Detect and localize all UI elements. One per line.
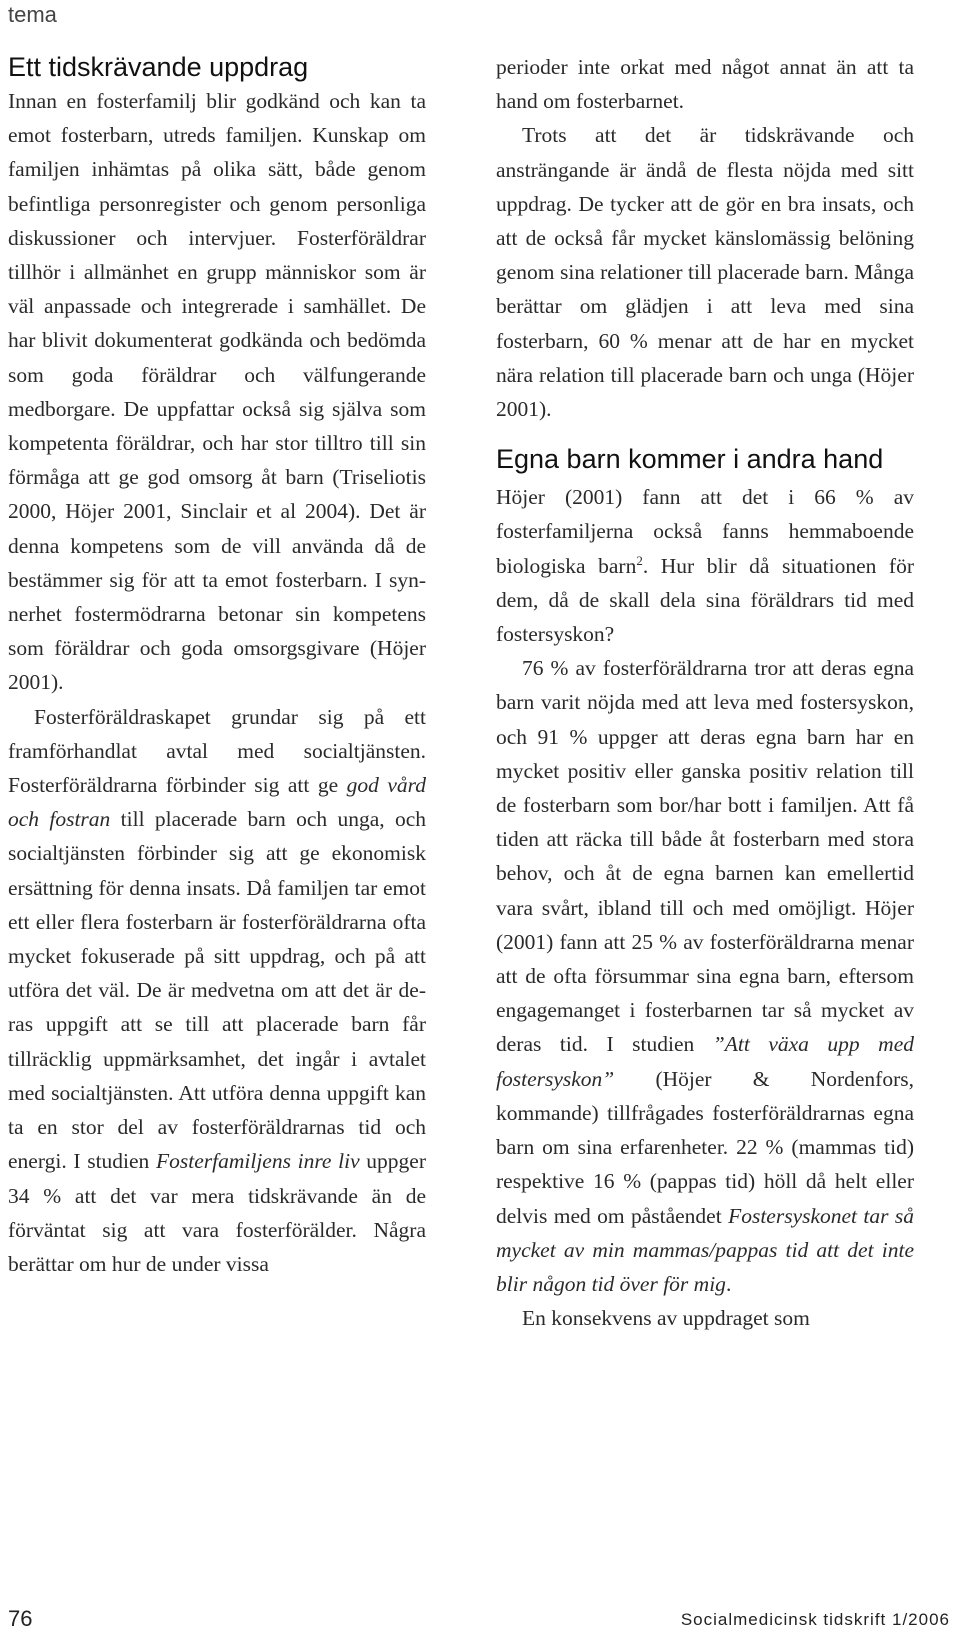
text-run: Fosterföräldraskapet grundar sig på ett framförhandlat avtal med socialtjänsten. Fosterföräldrarna förbinder sig att ge [8,704,426,798]
text-run: . [725,1271,732,1296]
section-tag: tema [8,2,57,27]
text-run: uppger 34 % att det var mera tidskrävande än de förväntat sig att vara fosterförälder. Några berättar om hur de under vissa [8,1149,426,1276]
paragraph-family-assessment: Innan en fosterfamilj blir godkänd och kan ta emot fosterbarn, utreds familjen. Kunskap om familjen inhämtas på olika sätt, både genom befintliga personregister och genom personliga diskussioner och intervjuer. Fosterföräldrar tillhör i allmänhet en grupp människor som är väl anpassade och integrerade i samhället. De har blivit dokumenterat godkända och bedömda som goda föräldrar och välfungerande medborgare. De uppfattar också sig själva som kompetenta föräldrar, och har stor tilltro till sin förmåga att ge god omsorg åt barn (Triseliotis 2000, Höjer 2001, Sinclair et al 2004). Det är denna kompetens som de vill använda då de bestämmer sig för att ta emot fosterbarn. I synnerhet fostermödrarna betonar sin kompetens som föräldrar och goda omsorgsgivare (Höjer 2001). [8,89,426,695]
journal-footer: Socialmedicinsk tidskrift 1/2006 [680,1610,950,1629]
left-column [8,50,426,1281]
section-heading-time-consuming-task: Ett tidskrävande uppdrag [8,52,309,82]
page-number: 76 [8,1606,33,1631]
text-run: 76 % av fosterföräldrarna tror att deras egna barn varit nöjda med att leva med fostersyskon, och 91 % uppger att deras egna barn har en mycket positiv eller ganska positiv relation till de fosterbarn som bor/har bott i familjen. Att få tiden att räcka till både åt fosterbarn med stora behov, och åt de egna barnen kan emellertid vara svårt, ibland till och med omöjligt. Höjer (2001) fann att 25 % av fosterföräldrarna menar att de ofta försummar sina egna barn, eftersom engagemanget i fosterbarnen tar så mycket av deras tid. I studien [496,656,914,1057]
section-heading-own-children: Egna barn kommer i andra hand [496,444,884,475]
paragraph-satisfaction: Trots att det är tidskrävande och ansträngande är ändå de flesta nöjda med sitt uppdrag. De tycker att de gör en bra insats, och att de också får mycket känslomässig belöning genom sina relationer till placerade barn. Många berättar om glädjen i att leva med sina fosterbarn, 60 % menar att de har en mycket nära relation till placerade barn och unga (Höjer 2001). [496,123,914,422]
text-run: . Hur blir då situationen för dem, då de skall dela sina föräldrars tid med fostersyskon? [496,553,914,647]
quoted-statement: Fostersyskonet tar så mycket av min mammas/pappas tid att det inte blir någon tid över för mig [496,1203,914,1296]
footnote-marker: 2 [636,552,643,568]
paragraph-biological-children [496,480,914,651]
emphasis-care: god vård och fostran [8,773,426,832]
text-run: till placerade barn och unga, och socialtjänsten förbinder sig att ge ekonomisk ersättning för denna insats. Då familjen tar emot ett eller flera fosterbarn är fosterföräldrarna ofta mycket fokuserade på sitt uppdrag, och på att utföra det väl. De är medvetna om att det är deras uppgift att se till att placerade barn får tillräcklig uppmärksamhet, det ingår i avtalet med socialtjänsten. Att utföra denna uppgift kan ta en stor del av fosterföräldrarnas tid och energi. I studien [8,807,426,1174]
text-run: (Höjer & Nordenfors, kommande) tillfrågades fosterföräldrarnas egna barn om sina erfarenheter. 22 % (mammas tid) respektive 16 % (pappas tid) höll då helt eller delvis med om påståendet [496,1066,914,1228]
text-run: Höjer (2001) fann att det i 66 % av fosterfamiljerna också fanns hemmaboende biologiska barn [496,485,914,578]
paragraph-siblings-study [496,651,914,1301]
paragraph-continuation: perioder inte orkat med något annat än att ta hand om fosterbarnet. [496,55,914,114]
study-title: Fosterfamiljens inre liv [155,1149,360,1174]
paragraph-foster-contract [8,700,426,1281]
paragraph-consequence: En konsekvens av uppdraget som [522,1306,810,1331]
right-column [496,50,914,1335]
study-title: ”Att växa upp med fostersyskon” [496,1032,914,1091]
